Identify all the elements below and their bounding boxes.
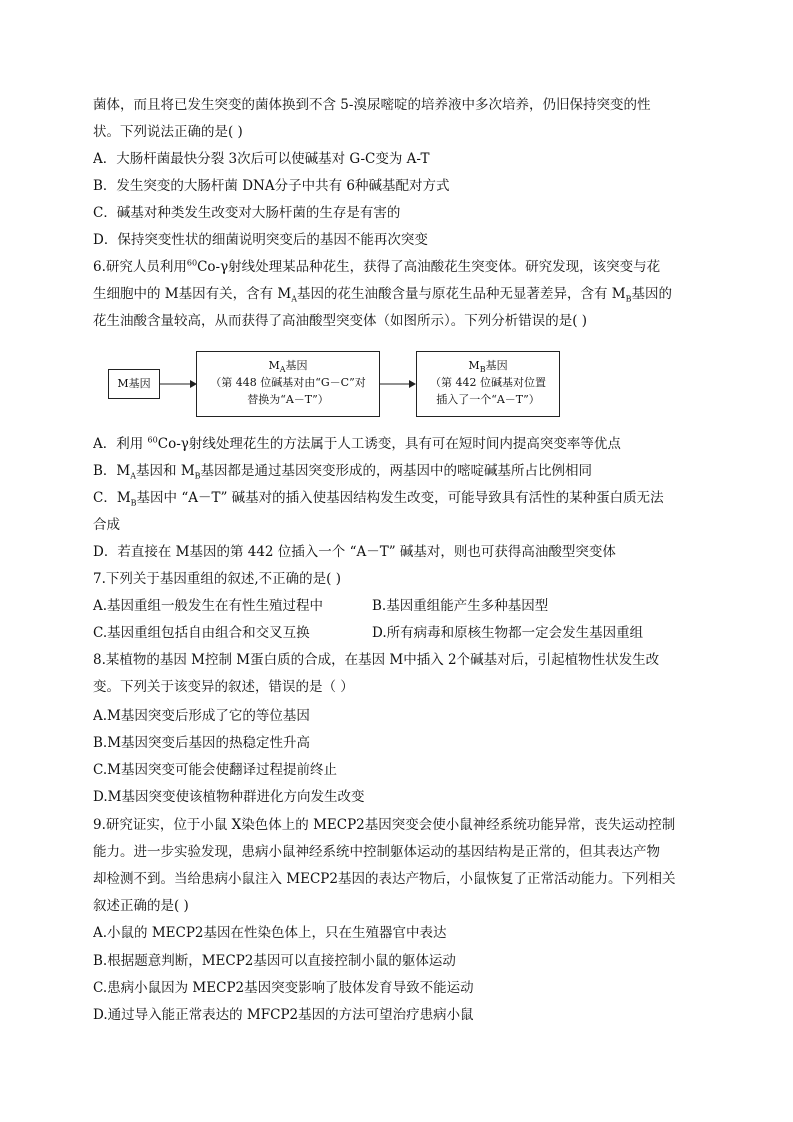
q5-option-a: A．大肠杆菌最快分裂 3次后可以使碱基对 G-C变为 A-T — [93, 151, 430, 167]
q5-option-d: D．保持突变性状的细菌说明突变后的基因不能再次突变 — [93, 232, 428, 248]
q5-stem-line2: 状。下列说法正确的是( ) — [93, 124, 243, 140]
ma-gene-box — [196, 351, 380, 417]
q6-option-b: B．$M_A$基因和 $M_B$基因都是通过基因突变形成的，两基因中的嘧啶碱基所占比例相同 — [93, 463, 593, 481]
q9-stem-line4: 叙述正确的是( ) — [93, 898, 189, 914]
q7-stem: 7.下列关于基因重组的叙述,不正确的是( ) — [93, 571, 341, 587]
q8-stem-line2: 变。下列关于该变异的叙述，错误的是（ ） — [93, 679, 354, 695]
mb-gene-desc-1: （第 442 位碱基对位置 — [430, 376, 546, 389]
mb-gene-box — [416, 351, 560, 417]
q6-option-d: D．若直接在 M基因的第 442 位插入一个 “A－T” 碱基对，则也可获得高油酸型突变体 — [93, 544, 616, 560]
ma-gene-desc-2: 替换为“A－T”） — [247, 393, 329, 406]
ma-gene-desc-1: （第 448 位碱基对由“G－C”对 — [210, 376, 366, 389]
q6-option-c: C．$M_B$基因中 “A－T” 碱基对的插入使基因结构发生改变，可能导致具有活性的某种蛋白质无法 — [93, 490, 664, 508]
q5-stem-line1: 菌体，而且将已发生突变的菌体换到不含 5-溴尿嘧啶的培养液中多次培养，仍旧保持突变的性 — [93, 97, 651, 113]
q8-option-c: C.M基因突变可能会使翻译过程提前终止 — [93, 762, 337, 778]
q7-option-c: C.基因重组包括自由组合和交叉互换 — [93, 625, 310, 641]
mb-gene-desc-2: 插入了一个“A－T”） — [436, 393, 540, 406]
q9-option-c: C.患病小鼠因为 MECP2基因突变影响了肢体发育导致不能运动 — [93, 980, 474, 996]
m-gene-box: M基因 — [108, 369, 160, 399]
q6-option-a: A．利用 $^{60}$Co-γ射线处理花生的方法属于人工诱变，具有可在短时间内提高突变率等优点 — [93, 435, 621, 452]
q7-option-d: D.所有病毒和原核生物都一定会发生基因重组 — [372, 625, 644, 641]
q6-stem-line2: 生细胞中的 M基因有关，含有 $M_A$基因的花生油酸含量与原花生品种无显著差异，含有 $M_B$基因的 — [93, 286, 673, 304]
q9-stem-line2: 能力。进一步实验发现，患病小鼠神经系统中控制躯体运动的基因结构是正常的，但其表达产物 — [93, 844, 660, 860]
q8-option-d: D.M基因突变使该植物种群进化方向发生改变 — [93, 789, 365, 805]
q6-stem-line1: 6.研究人员利用$^{60}$Co-γ射线处理某品种花生，获得了高油酸花生突变体。研究发现，该突变与花 — [93, 258, 661, 275]
q6-option-c-cont: 合成 — [93, 517, 120, 533]
q5-option-b: B．发生突变的大肠杆菌 DNA分子中共有 6种碱基配对方式 — [93, 178, 450, 194]
q9-stem-line3: 却检测不到。当给患病小鼠注入 MECP2基因的表达产物后，小鼠恢复了正常活动能力。下列相关 — [93, 871, 676, 887]
q7-option-a: A.基因重组一般发生在有性生殖过程中 — [93, 598, 324, 614]
arrow-2-head — [409, 380, 416, 388]
q9-option-a: A.小鼠的 MECP2基因在性染色体上，只在生殖器官中表达 — [93, 925, 447, 941]
q8-option-a: A.M基因突变后形成了它的等位基因 — [93, 708, 310, 724]
q8-stem-line1: 8.某植物的基因 M控制 M蛋白质的合成，在基因 M中插入 2个碱基对后，引起植物性状发生改 — [93, 652, 660, 668]
q9-option-d: D.通过导入能正常表达的 MFCP2基因的方法可望治疗患病小鼠 — [93, 1007, 474, 1023]
q9-option-b: B.根据题意判断，MECP2基因可以直接控制小鼠的躯体运动 — [93, 953, 456, 969]
q8-option-b: B.M基因突变后基因的热稳定性升高 — [93, 735, 311, 751]
q5-option-c: C．碱基对种类发生改变对大肠杆菌的生存是有害的 — [93, 205, 401, 221]
mb-gene-title: $M_B$基因 — [468, 359, 508, 375]
q7-option-b: B.基因重组能产生多种基因型 — [372, 598, 549, 614]
q9-stem-line1: 9.研究证实，位于小鼠 X染色体上的 MECP2基因突变会使小鼠神经系统功能异常，丧失运动控制 — [93, 817, 676, 833]
ma-gene-title: $M_A$基因 — [268, 359, 308, 375]
q6-stem-line3: 花生油酸含量较高，从而获得了高油酸型突变体（如图所示）。下列分析错误的是( ) — [93, 313, 588, 329]
